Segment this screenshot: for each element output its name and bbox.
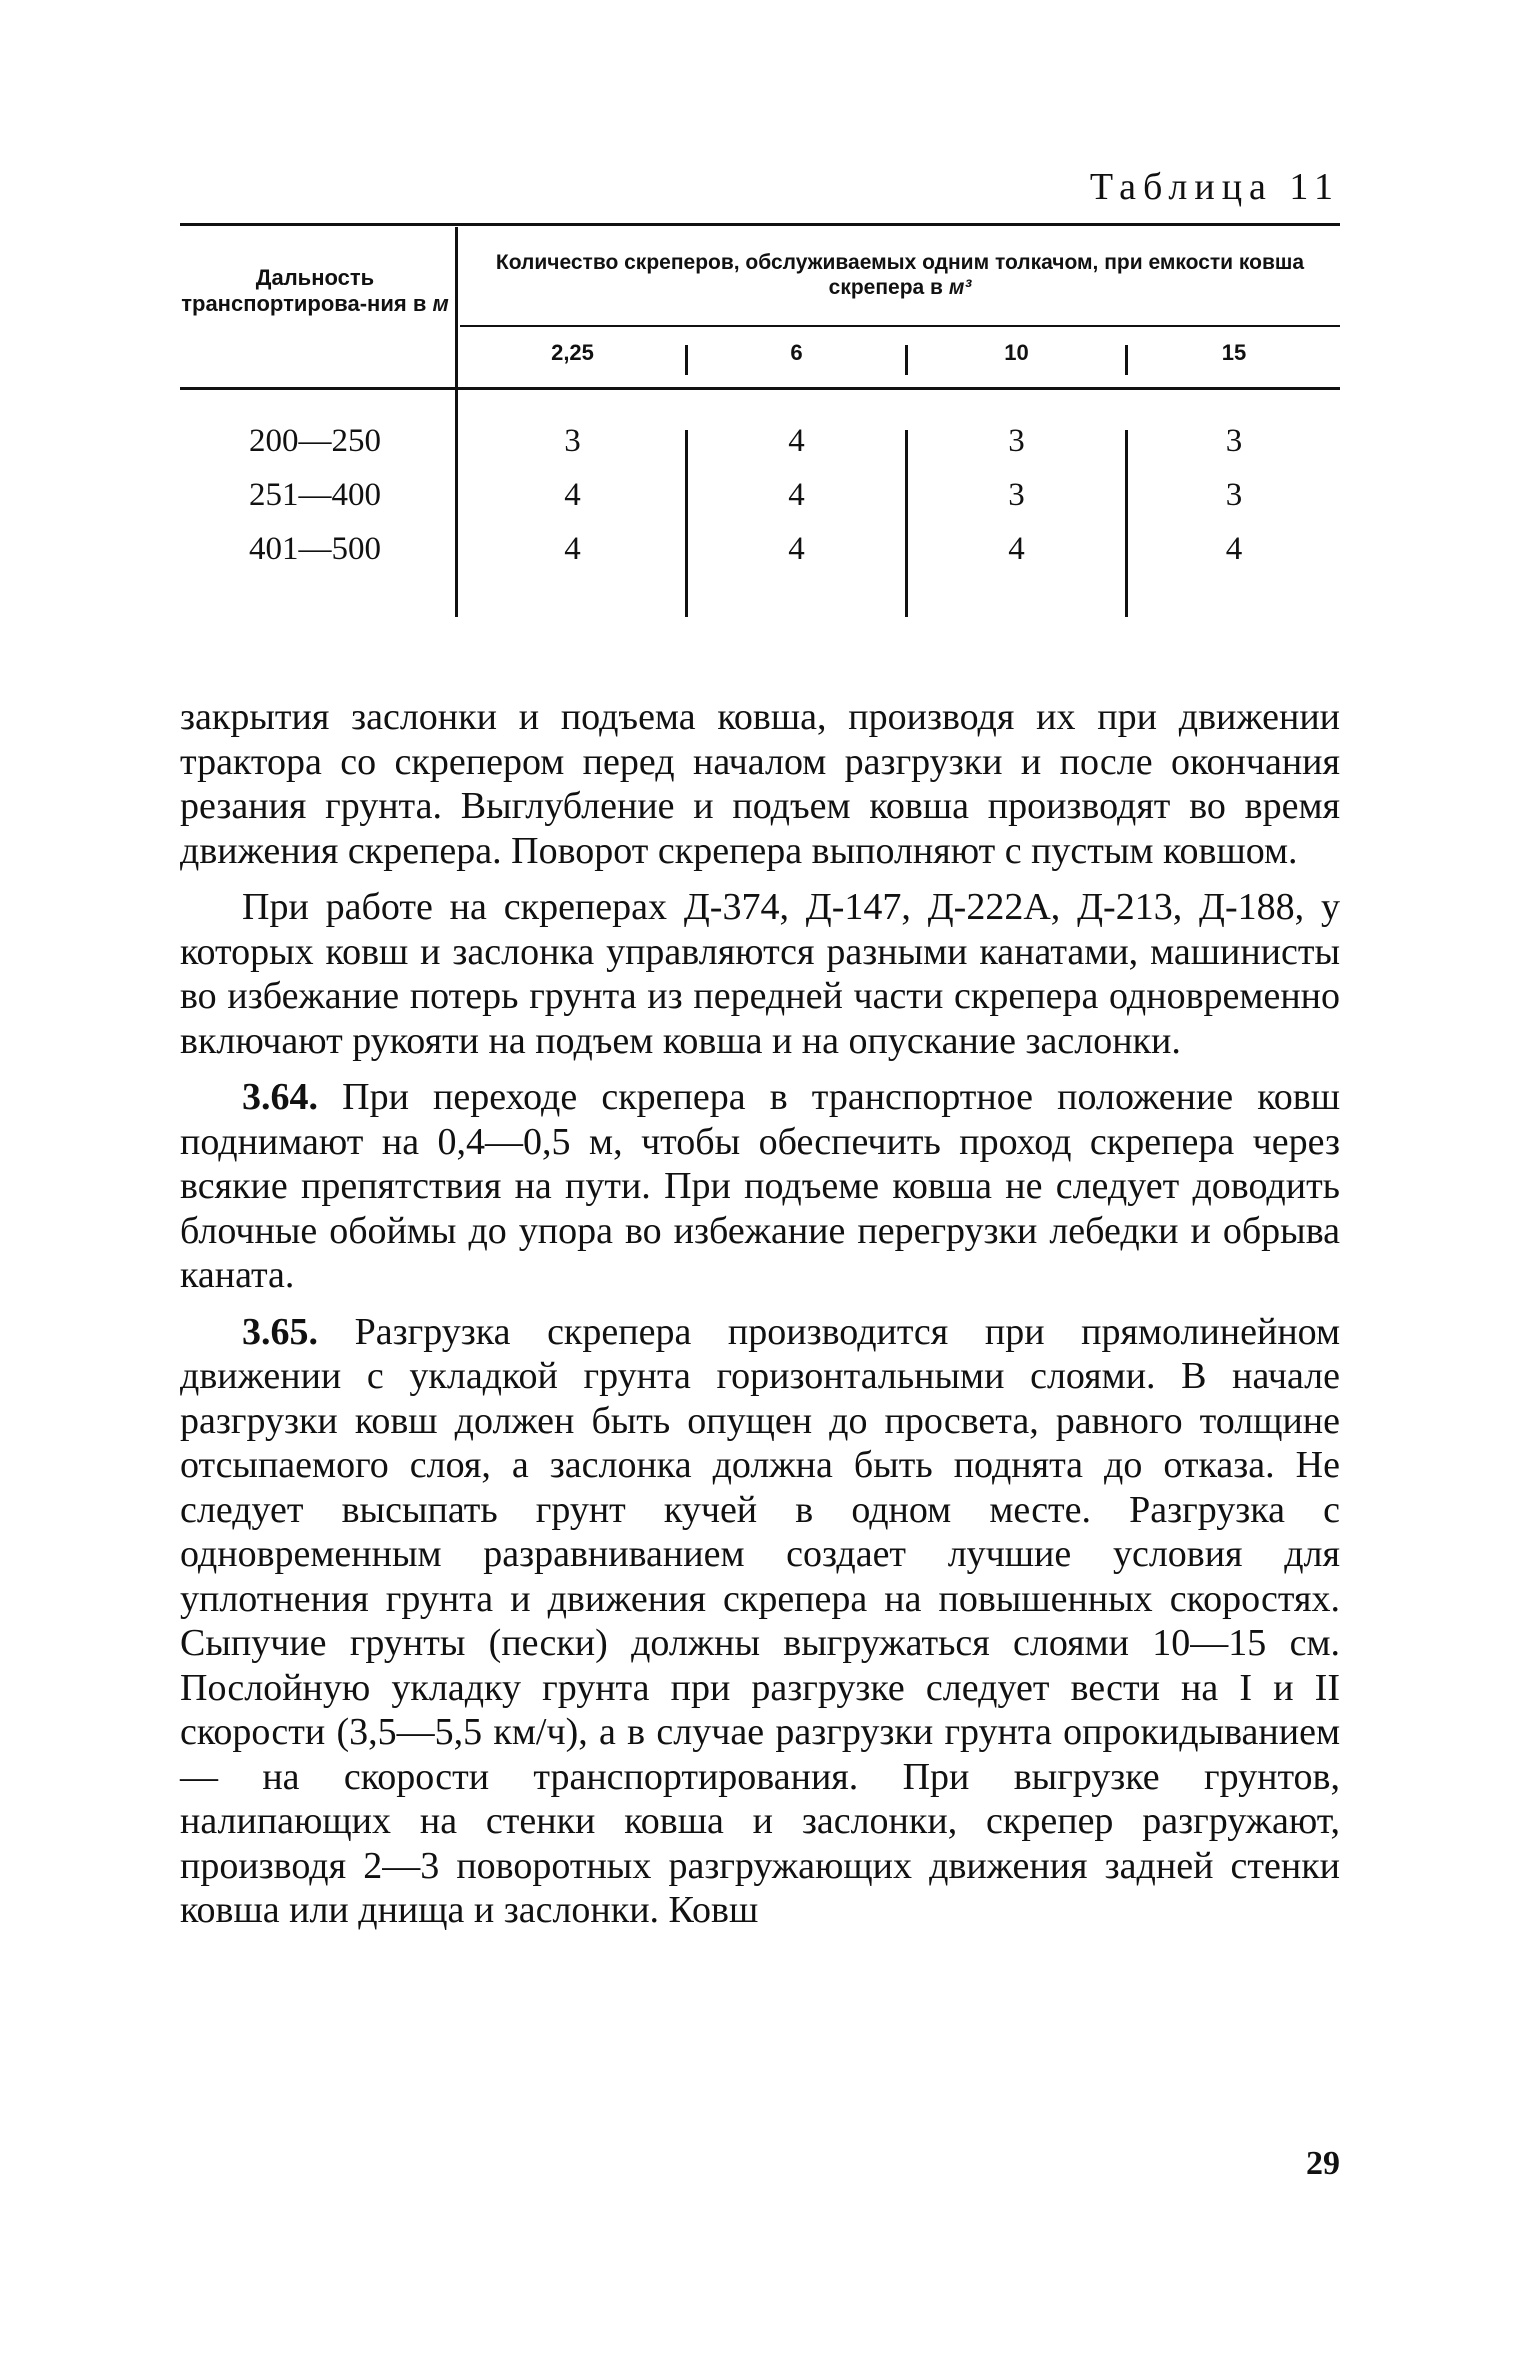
paragraph <box>180 885 1340 1063</box>
cell-value: 3 <box>1225 477 1243 513</box>
cell-value: 3 <box>564 423 581 459</box>
cell-value: 4 <box>788 423 805 459</box>
data-table <box>180 215 1340 615</box>
paragraph-number: 3.64. <box>242 1076 318 1118</box>
table-row <box>180 423 1340 473</box>
cell-value: 4 <box>788 531 805 567</box>
page-number: 29 <box>1306 2145 1340 2182</box>
table-top-rule <box>180 223 1340 226</box>
cell-range: 251—400 <box>249 477 381 513</box>
table-caption: Таблица 11 <box>1089 166 1340 208</box>
header-distance <box>180 265 450 317</box>
header-distance-unit: м <box>432 291 449 316</box>
header-scraper-count-unit: м³ <box>948 276 972 299</box>
cell-range: 200—250 <box>249 423 381 459</box>
capacity-header: 15 <box>1221 340 1247 365</box>
paragraph-text: При переходе скрепера в транспортное положение ковш поднимают на 0,4—0,5 м, чтобы обеспечить проход скрепера через всякие препятствия на пути. При подъеме ковша не следует доводить блочные обоймы до упора во избежание перегрузки лебедки и обрыва каната. <box>180 1076 1341 1296</box>
header-distance-text: Дальность транспортирова-ния в <box>181 265 427 316</box>
paragraph <box>180 1075 1340 1298</box>
capacity-header: 6 <box>790 340 803 365</box>
cell-value: 4 <box>564 477 581 513</box>
cell-value: 3 <box>1225 423 1243 459</box>
table-header-bottom-rule <box>180 387 1340 390</box>
table-subheader-rule <box>460 325 1340 327</box>
cell-value: 4 <box>1225 531 1243 567</box>
header-scraper-count <box>460 250 1340 300</box>
table-row <box>180 531 1340 581</box>
capacity-header: 10 <box>1004 340 1029 365</box>
capacity-header: 2,25 <box>551 340 594 365</box>
paragraph-text: закрытия заслонки и подъема ковша, производя их при движении трактора со скрепером перед началом разгрузки и после окончания резания грунта. Выглубление и подъем ковша производят во время движения скрепера. Поворот скрепера выполняют с пустым ковшом. <box>180 696 1340 872</box>
paragraph-number: 3.65. <box>242 1310 318 1353</box>
cell-range: 401—500 <box>249 531 381 567</box>
header-scraper-count-text: Количество скреперов, обслуживаемых одним толкачом, при емкости ковша скрепера в <box>495 251 1305 299</box>
paragraph <box>180 695 1340 873</box>
body-text <box>180 695 1340 1933</box>
cell-value: 3 <box>1008 477 1025 513</box>
paragraph-text: Разгрузка скрепера производится при прямолинейном движении с укладкой грунта горизонтальными слоями. В начале разгрузки ковш должен быть опущен до просвета, равного толщине отсыпаемого слоя, а заслонка должна быть поднята до отказа. Не следует высыпать грунт кучей в одном месте. Разгрузка с одновременным разравниванием создает лучшие условия для уплотнения грунта и движения скрепера на повышенных скоростях. Сыпучие грунты (пески) должны выгружаться слоями 10—15 см. Послойную укладку грунта при разгрузке следует вести на I и II скорости (3,5—5,5 км/ч), а в случае разгрузки грунта опрокидыванием — на скорости транспортирования. При выгрузке грунтов, налипающих на стенки ковша и заслонки, скрепер разгружают, производя 2—3 поворотных разгружающих движения задней стенки ковша или днища и заслонки. Ковш <box>180 1310 1341 1931</box>
table-row <box>180 477 1340 527</box>
paragraph <box>180 1310 1340 1933</box>
cell-value: 4 <box>564 531 581 567</box>
cell-value: 4 <box>1008 531 1025 567</box>
cell-value: 3 <box>1008 423 1025 459</box>
cell-value: 4 <box>788 477 805 513</box>
paragraph-text: При работе на скреперах Д-374, Д-147, Д-222А, Д-213, Д-188, у которых ковш и заслонка управляются разными канатами, машинисты во избежание потерь грунта из передней части скрепера одновременно включают рукояти на подъем ковша и на опускание заслонки. <box>180 886 1340 1062</box>
